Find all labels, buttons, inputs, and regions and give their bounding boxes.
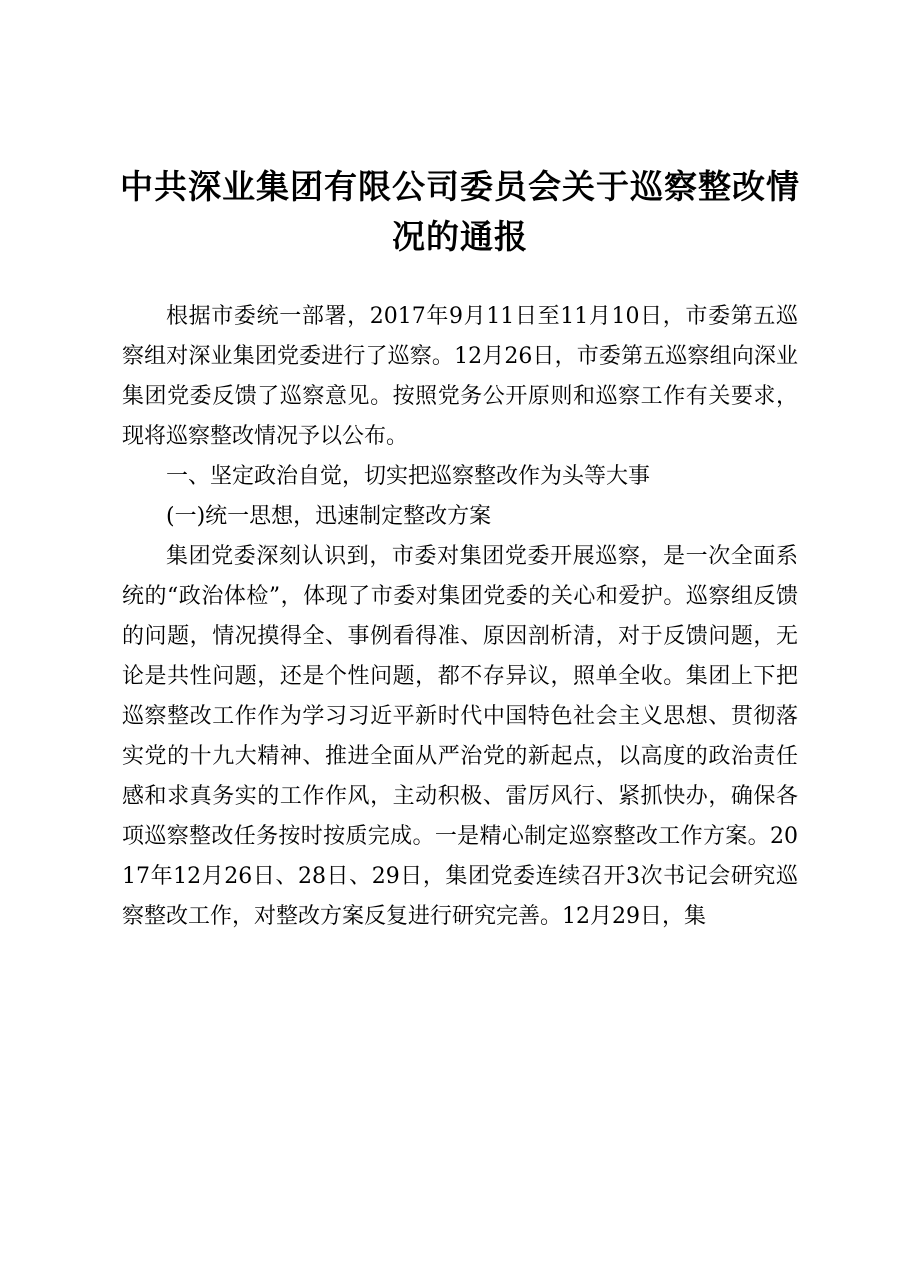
document-body bbox=[122, 297, 798, 937]
section-heading: 一、坚定政治自觉，切实把巡察整改作为头等大事 bbox=[166, 464, 651, 489]
document-title: 中共深业集团有限公司委员会关于巡察整改情况的通报 bbox=[120, 167, 800, 256]
body-paragraph: 集团党委深刻认识到，市委对集团党委开展巡察，是一次全面系统的“政治体检”，体现了市委对集团党委的关心和爱护。巡察组反馈的问题，情况摸得全、事例看得准、原因剖析清，对于反馈问题，无论是共性问题，还是个性问题，都不存异议，照单全收。集团上下把巡察整改工作作为学习习近平新时代中国特色社会主义思想、贯彻落实党的十九大精神、推进全面从严治党的新起点，以高度的政治责任感和求真务实的工作作风，主动积极、雷厉风行、紧抓快办，确保各项巡察整改任务按时按质完成。一是精心制定巡察整改工作方案。2017年12月26日、28日、29日，集团党委连续召开3次书记会研究巡察整改工作，对整改方案反复进行研究完善。12月29日，集 bbox=[122, 544, 798, 929]
subsection-heading: (一)统一思想，迅速制定整改方案 bbox=[166, 504, 492, 529]
intro-paragraph: 根据市委统一部署，2017年9月11日至11月10日，市委第五巡察组对深业集团党委进行了巡察。12月26日，市委第五巡察组向深业集团党委反馈了巡察意见。按照党务公开原则和巡察工作有关要求，现将巡察整改情况予以公布。 bbox=[122, 304, 798, 449]
